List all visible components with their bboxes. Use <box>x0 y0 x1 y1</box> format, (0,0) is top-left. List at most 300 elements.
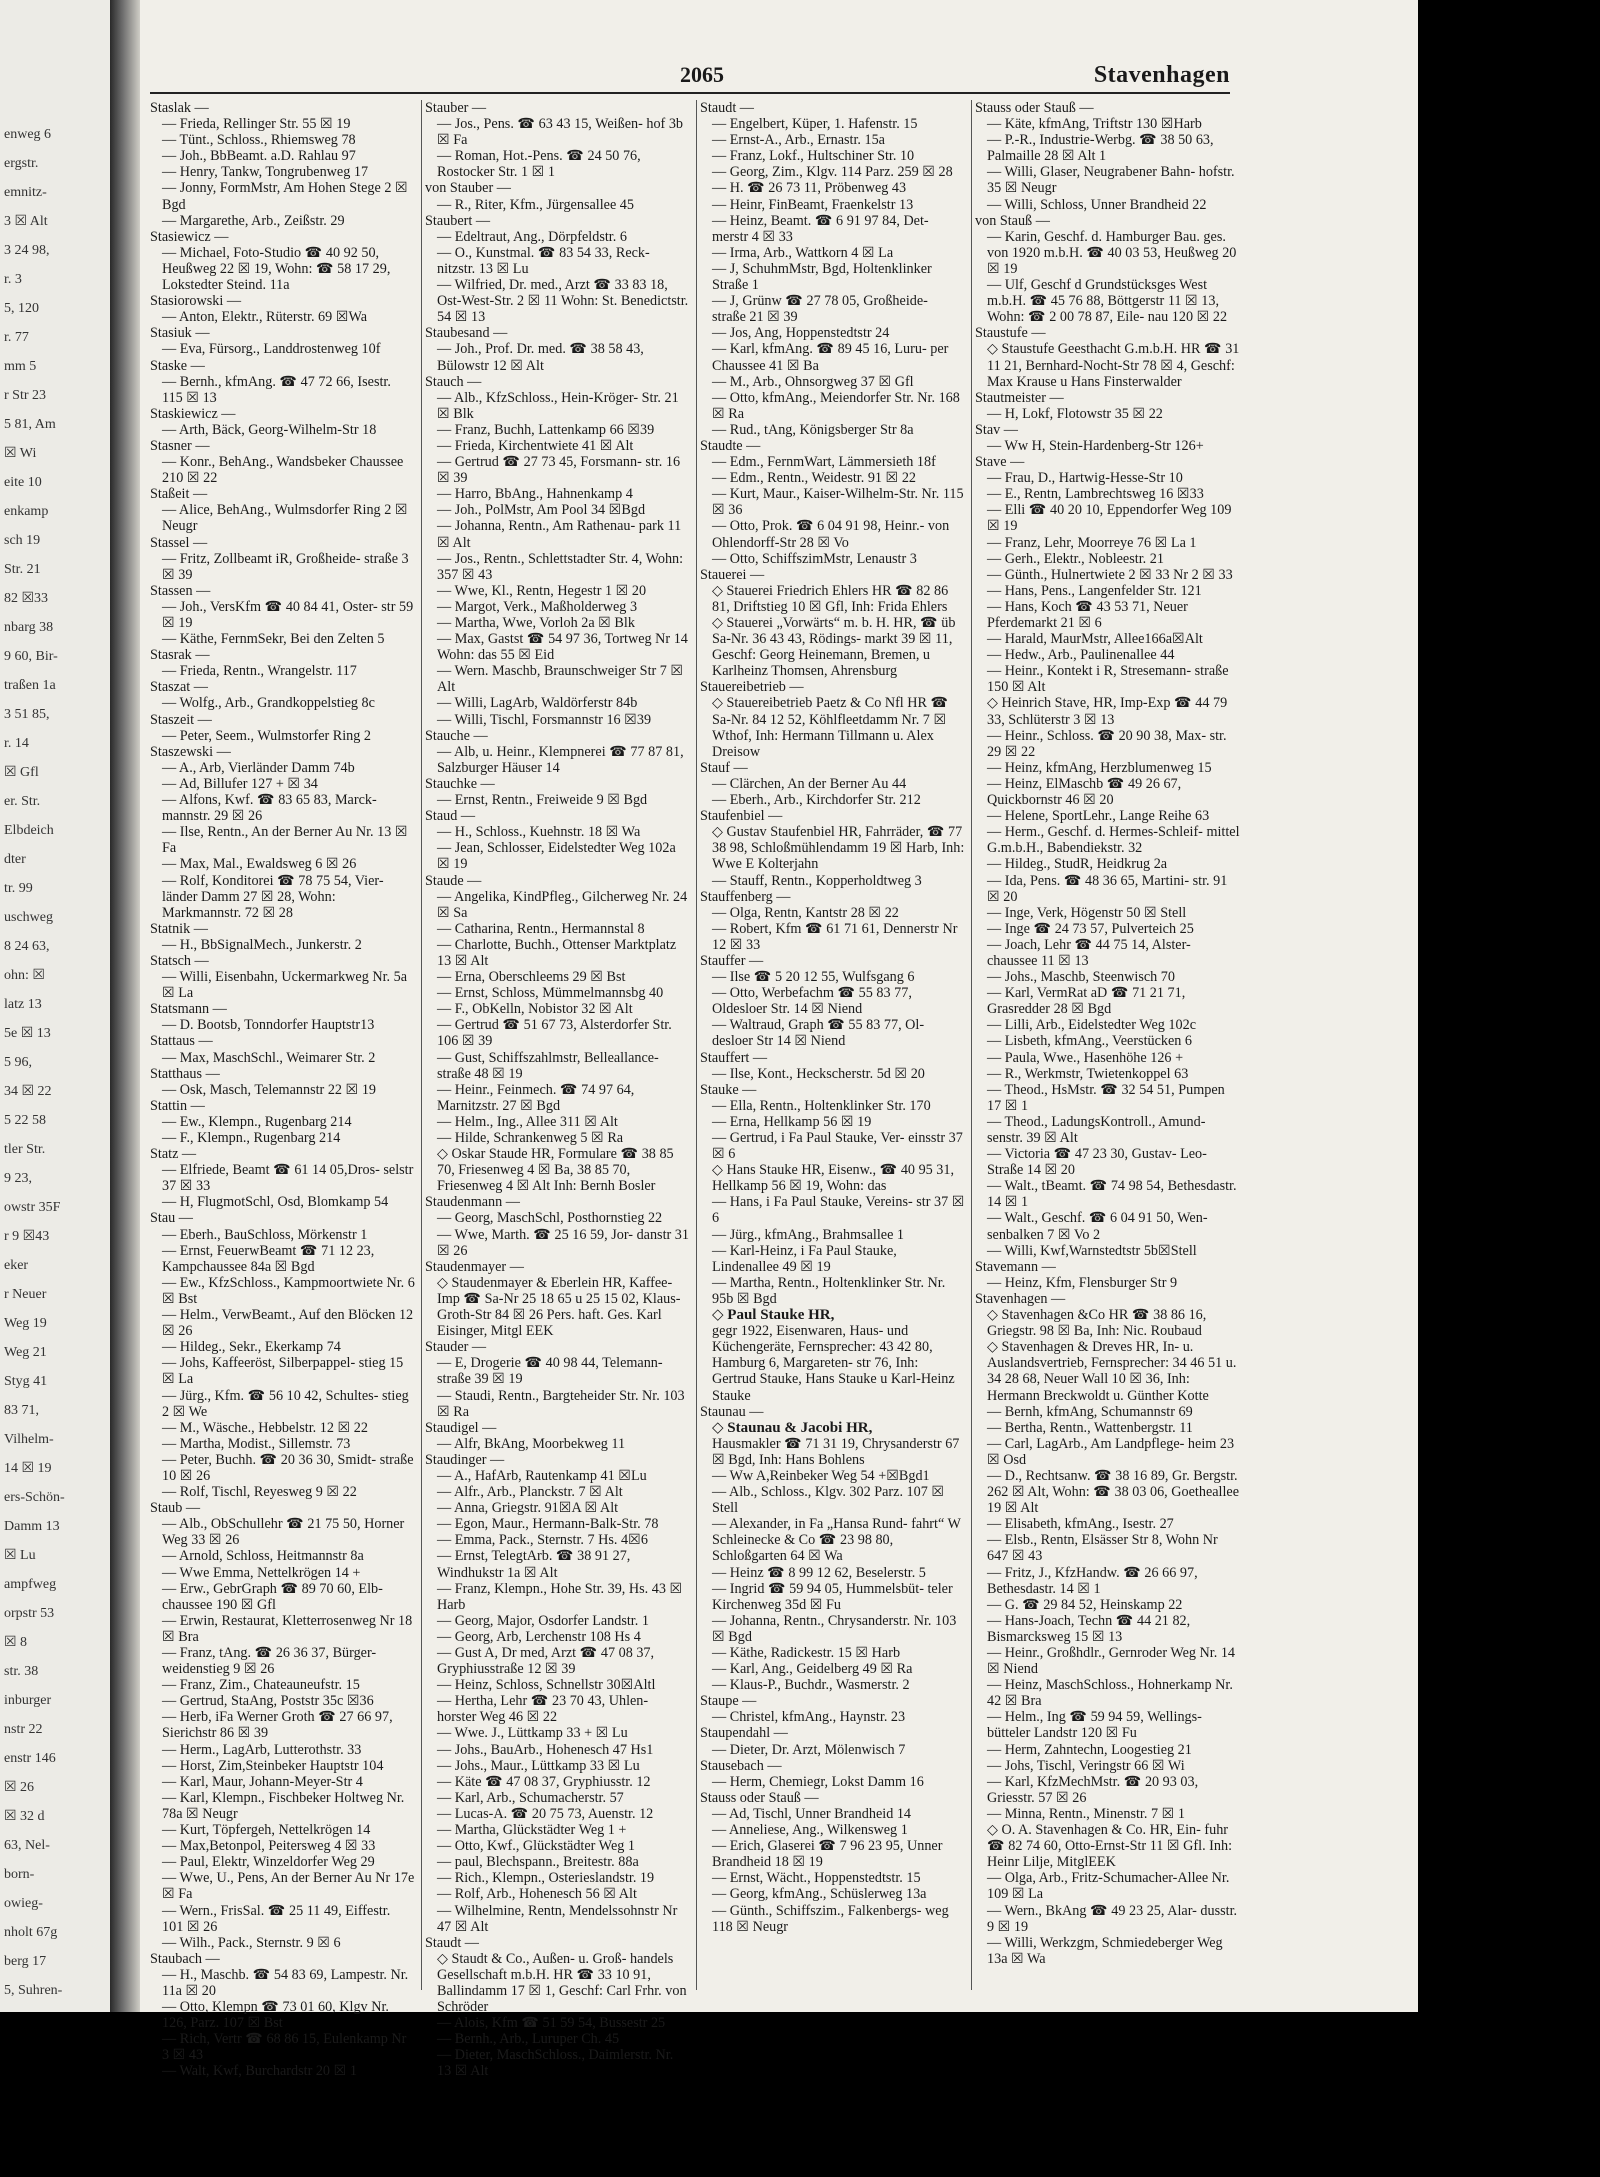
directory-entry: — Engelbert, Küper, 1. Hafenstr. 15 <box>712 116 918 133</box>
surname-heading: Stattin — <box>150 1097 205 1114</box>
column-divider <box>971 100 972 1990</box>
surname-heading: Stauber — <box>425 100 487 116</box>
directory-entry: — Max, Mal., Ewaldsweg 6 ☒ 26 <box>162 856 357 873</box>
directory-entry: — Alexander, in Fa „Hansa Rund- fahrt“ W Schleinecke & Co ☎ 23 98 80, Schloßgarten 64 ☒ Wa <box>712 1516 965 1565</box>
directory-entry: — Johs., Maur., Lüttkamp 33 ☒ Lu <box>437 1757 640 1774</box>
surname-heading: Stauss oder Stauß — <box>700 1789 819 1806</box>
facing-page-text: nbarg 38 <box>4 620 54 635</box>
directory-entry: — Ulf, Geschf d Grundstücksges West m.b.H. ☎ 45 76 88, Böttgerstr 11 ☒ 13, Wohn: ☎ 2 00 78 87, Eile- nau 120 ☒ 22 <box>987 277 1228 326</box>
facing-page-text: enweg 6 <box>4 127 52 142</box>
facing-page-text: r 9 ☒43 <box>4 1229 50 1244</box>
directory-entry: — Käte, kfmAng, Triftstr 130 ☒Harb <box>987 116 1202 133</box>
directory-entry: — Walt, Kwf, Burchardstr 20 ☒ 1 <box>162 2063 357 2080</box>
facing-page-text: sch 19 <box>4 533 41 548</box>
facing-page-text: r. 14 <box>4 736 29 751</box>
directory-entry: — Ilse, Rentn., An der Berner Au Nr. 13 ☒ Fa <box>162 824 412 857</box>
directory-entry: — Ew., Klempn., Rugenbarg 214 <box>162 1113 352 1130</box>
facing-page-text: str. 38 <box>4 1664 39 1679</box>
directory-entry: — Joh., VersKfm ☎ 40 84 41, Oster- str 59 ☒ 19 <box>162 598 417 631</box>
directory-entry: — Helm., Ing ☎ 59 94 59, Wellings- bütteler Landstr 120 ☒ Fu <box>987 1709 1206 1742</box>
directory-entry: — Franz, tAng. ☎ 26 36 37, Bürger- weidenstieg 9 ☒ 26 <box>162 1645 380 1678</box>
surname-heading: Stassen — <box>150 582 211 599</box>
directory-entry: — Karl, Arb., Schumacherstr. 57 <box>437 1789 624 1806</box>
directory-entry: — E, Drogerie ☎ 40 98 44, Telemann- straße 39 ☒ 19 <box>437 1355 667 1388</box>
directory-entry: — Herb, iFa Werner Groth ☎ 27 66 97, Sierichstr 86 ☒ 39 <box>162 1709 397 1742</box>
facing-page-text: ohn: ☒ <box>4 968 45 983</box>
directory-entry: ◇ Stavenhagen &Co HR ☎ 38 86 16, Griegstr. 98 ☒ Ba, Inh: Nic. Roubaud <box>987 1307 1210 1340</box>
directory-entry: — Ilse ☎ 5 20 12 55, Wulfsgang 6 <box>712 969 915 986</box>
directory-entry: — Frieda, Rentn., Wrangelstr. 117 <box>162 663 357 680</box>
directory-entry: — Wwe, U., Pens, An der Berner Au Nr 17e ☒ Fa <box>162 1870 418 1903</box>
surname-heading: Staslak — <box>150 100 209 116</box>
directory-entry: — Willi, Tischl, Forsmannstr 16 ☒39 <box>437 711 652 728</box>
directory-entry: — O., Kunstmal. ☎ 83 54 33, Reck- nitzstr. 13 ☒ Lu <box>437 244 654 277</box>
directory-entry: — Dieter, MaschSchloss., Daimlerstr. Nr. 13 ☒ Alt <box>437 2047 677 2080</box>
facing-page-text: orpstr 53 <box>4 1606 55 1621</box>
directory-entry: — Gust A, Dr med, Arzt ☎ 47 08 37, Gryphiusstraße 12 ☒ 39 <box>437 1645 658 1678</box>
directory-entry: — Jürg., Kfm. ☎ 56 10 42, Schultes- stieg 2 ☒ We <box>162 1387 413 1420</box>
directory-entry: — Ernst, Wächt., Hoppenstedtstr. 15 <box>712 1870 921 1887</box>
directory-entry: — Willi, Kwf,Warnstedtstr 5b☒Stell <box>987 1242 1197 1259</box>
directory-entry: — Johanna, Rentn., Chrysanderstr. Nr. 103 ☒ Bgd <box>712 1612 960 1645</box>
directory-entry: — Roman, Hot.-Pens. ☎ 24 50 76, Rostocker Str. 1 ☒ 1 <box>437 148 645 181</box>
directory-entry: — Karl, Maur, Johann-Meyer-Str 4 <box>162 1773 363 1790</box>
directory-entry: — P.-R., Industrie-Werbg. ☎ 38 50 63, Palmaille 28 ☒ Alt 1 <box>987 132 1218 165</box>
directory-entry: — Heinr., Schloss. ☎ 20 90 38, Max- str. 29 ☒ 22 <box>987 727 1231 760</box>
page-number: 2065 <box>680 62 724 87</box>
directory-entry: — Gerh., Elektr., Nobleestr. 21 <box>987 550 1164 567</box>
directory-entry: — Arth, Bäck, Georg-Wilhelm-Str 18 <box>162 421 377 438</box>
surname-heading: Staubert — <box>425 212 491 229</box>
facing-page-text: Styg 41 <box>4 1374 48 1389</box>
directory-entry: — Hildeg., Sekr., Ekerkamp 74 <box>162 1339 341 1356</box>
facing-page-text: Elbdeich <box>4 823 54 838</box>
directory-entry: — Walt., tBeamt. ☎ 74 98 54, Bethesdastr. 14 ☒ 1 <box>987 1178 1241 1211</box>
directory-entry: — Käte ☎ 47 08 37, Gryphiusstr. 12 <box>437 1773 651 1790</box>
directory-entry: ◇ Stauerei „Vorwärts“ m. b. H. HR, ☎ üb Sa-Nr. 36 43 43, Rödings- markt 39 ☒ 11, Geschf: Georg Heinemann, Bremen, u Karlheinz Thomsen, Ahrensburg <box>712 615 960 680</box>
surname-heading: Staßeit — <box>150 486 208 503</box>
directory-entry: — Karl, Klempn., Fischbeker Holtweg Nr. 78a ☒ Neugr <box>162 1789 408 1822</box>
directory-entry: ◇ Stavenhagen & Dreves HR, In- u. Auslandsvertrieb, Fernsprecher: 34 46 51 u. 34 28 68, Neuer Wall 10 ☒ 36, Inh: Hermann Breckwoldt u. Günther Kotte <box>987 1339 1240 1404</box>
directory-entry: — R., Werkmstr, Twietenkoppel 63 <box>987 1065 1189 1082</box>
directory-entry: — Wwe Emma, Nettelkrögen 14 + <box>162 1564 361 1581</box>
directory-entry: — Rolf, Arb., Hohenesch 56 ☒ Alt <box>437 1886 637 1903</box>
directory-entry: — Arnold, Schloss, Heitmannstr 8a <box>162 1548 364 1565</box>
facing-page-text: eite 10 <box>4 475 42 490</box>
facing-page-text: 14 ☒ 19 <box>4 1461 52 1476</box>
directory-entry: — Ingrid ☎ 59 94 05, Hummelsbüt- teler Kirchenweg 35d ☒ Fu <box>712 1580 957 1613</box>
facing-page-text: ☒ Gfl <box>4 765 39 780</box>
directory-entry: — Jean, Schlosser, Eidelstedter Weg 102a ☒ 19 <box>437 840 680 873</box>
directory-entry: — Heinz, Schloss, Schnellstr 30☒Altl <box>437 1677 656 1694</box>
surname-heading: Stauss oder Stauß — <box>975 100 1094 116</box>
directory-entry: — H, Lokf, Flotowstr 35 ☒ 22 <box>987 405 1163 422</box>
directory-entry: — Herm., Geschf. d. Hermes-Schleif- mittel G.m.b.H., Babendiekstr. 32 <box>987 824 1244 857</box>
facing-page-text: owstr 35F <box>4 1200 61 1215</box>
facing-page-text: berg 17 <box>4 1954 47 1969</box>
directory-entry: — Rich., Klempn., Osterieslandstr. 19 <box>437 1870 655 1887</box>
directory-entry: — Karl, kfmAng. ☎ 89 45 16, Luru- per Chaussee 41 ☒ Ba <box>712 341 952 374</box>
directory-entry: — Wilhelmine, Rentn, Mendelssohnstr Nr 47 ☒ Alt <box>437 1902 681 1935</box>
facing-page-text: Weg 21 <box>4 1345 47 1360</box>
surname-heading: Stasner — <box>150 437 210 454</box>
surname-heading: Statthaus — <box>150 1065 220 1082</box>
surname-heading: Stav — <box>975 421 1018 438</box>
directory-entry: — Karin, Geschf. d. Hamburger Bau. ges. von 1920 m.b.H. ☎ 40 03 53, Heußweg 20 ☒ 19 <box>987 228 1240 277</box>
surname-heading: Stavemann — <box>975 1258 1056 1275</box>
directory-entry: — J, Grünw ☎ 27 78 05, Großheide- straße 21 ☒ 39 <box>712 293 932 326</box>
directory-entry: — Bernh., Arb., Luruper Ch. 45 <box>437 2031 620 2048</box>
directory-entry: — Helm., VerwBeamt., Auf den Blöcken 12 ☒ 26 <box>162 1307 417 1340</box>
facing-page-text: ampfweg <box>4 1577 57 1592</box>
directory-entry: — F., Klempn., Rugenbarg 214 <box>162 1130 341 1146</box>
directory-entry: — Georg, Zim., Klgv. 114 Parz. 259 ☒ 28 <box>712 164 953 181</box>
column-3 <box>700 100 968 1990</box>
facing-page-text: enkamp <box>4 504 49 519</box>
facing-page-text: 5, 120 <box>4 301 39 316</box>
directory-entry: — H., Maschb. ☎ 54 83 69, Lampestr. Nr. 11a ☒ 20 <box>162 1966 412 1999</box>
facing-page-text: ergstr. <box>4 156 39 171</box>
directory-entry: — Hans, Koch ☎ 43 53 71, Neuer Pferdemarkt 21 ☒ 6 <box>987 598 1192 631</box>
directory-entry: — Heinz ☎ 8 99 12 62, Beselerstr. 5 <box>712 1564 926 1581</box>
directory-entry: — Georg, kfmAng., Schüslerweg 13a <box>712 1886 927 1903</box>
directory-entry: — R., Riter, Kfm., Jürgensallee 45 <box>437 196 634 213</box>
directory-entry: — Otto, SchiffszimMstr, Lenaustr 3 <box>712 550 917 567</box>
directory-entry: — Alb., ObSchullehr ☎ 21 75 50, Horner Weg 33 ☒ 26 <box>162 1516 408 1549</box>
surname-heading: Statsmann — <box>150 1001 227 1018</box>
directory-entry: ◇ Paul Stauke HR, <box>712 1307 835 1324</box>
directory-entry: — Inge, Verk, Högenstr 50 ☒ Stell <box>987 904 1187 921</box>
directory-entry: ◇ Staudenmayer & Eberlein HR, Kaffee-Imp ☎ Sa-Nr 25 18 65 u 25 15 02, Klaus-Groth-Str 84 ☒ 26 Pers. haft. Ges. Karl Eisinger, Mitgl EEK <box>437 1274 681 1340</box>
surname-heading: Staske — <box>150 357 205 374</box>
directory-entry: — Hans, i Fa Paul Stauke, Vereins- str 37 ☒ 6 <box>712 1194 968 1227</box>
directory-entry: — Georg, Major, Osdorfer Landstr. 1 <box>437 1612 649 1629</box>
facing-page-text: ☒ 26 <box>4 1780 35 1795</box>
directory-entry: — Willi, LagArb, Waldörferstr 84b <box>437 695 638 712</box>
directory-entry: — Wilfried, Dr. med., Arzt ☎ 33 83 18, Ost-West-Str. 2 ☒ 11 Wohn: St. Benedictstr. 54 ☒ 13 <box>437 277 692 326</box>
directory-entry: — Waltraud, Graph ☎ 55 83 77, Ol- desloer Str 14 ☒ Niend <box>712 1017 928 1050</box>
directory-entry: — Wwe, Marth. ☎ 25 16 59, Jor- danstr 31 ☒ 26 <box>437 1226 693 1259</box>
directory-entry: — Willi, Glaser, Neugrabener Bahn- hofstr. 35 ☒ Neugr <box>987 164 1239 197</box>
facing-page-text: Damm 13 <box>4 1519 60 1534</box>
directory-entry: — Heinz, kfmAng, Herzblumenweg 15 <box>987 759 1212 776</box>
directory-entry: — Alfons, Kwf. ☎ 83 65 83, Marck- mannstr. 29 ☒ 26 <box>162 792 381 825</box>
surname-heading: Staubesand — <box>425 325 508 342</box>
surname-heading: Staudt — <box>700 100 754 116</box>
directory-entry: — Lisbeth, kfmAng., Veerstücken 6 <box>987 1033 1193 1050</box>
directory-entry: — A., Arb, Vierländer Damm 74b <box>162 759 355 776</box>
directory-entry: — Dieter, Dr. Arzt, Mölenwisch 7 <box>712 1741 906 1758</box>
directory-entry: — Staudi, Rentn., Bargteheider Str. Nr. 103 ☒ Ra <box>437 1387 689 1420</box>
facing-page-text: 3 51 85, <box>4 707 50 722</box>
directory-entry: — Ad, Tischl, Unner Brandheid 14 <box>712 1805 912 1822</box>
surname-heading: Staskiewicz — <box>150 405 236 422</box>
surname-heading: Stauch — <box>425 373 482 390</box>
directory-entry: — Tünt., Schloss., Rhiemsweg 78 <box>162 132 356 149</box>
directory-entry: — Lilli, Arb., Eidelstedter Weg 102c <box>987 1017 1197 1034</box>
directory-entry: — A., HafArb, Rautenkamp 41 ☒Lu <box>437 1467 647 1484</box>
directory-entry: — Käthe, Radickestr. 15 ☒ Harb <box>712 1645 901 1661</box>
directory-entry: — Horst, Zim,Steinbeker Hauptstr 104 <box>162 1757 384 1774</box>
surname-heading: Stauf — <box>700 759 748 776</box>
directory-entry: — Gertrud ☎ 51 67 73, Alsterdorfer Str. 106 ☒ 39 <box>437 1017 676 1050</box>
surname-heading: Staufenbiel — <box>700 808 783 825</box>
directory-entry: Hausmakler ☎ 71 31 19, Chrysanderstr 67 ☒ Bgd, Inh: Hans Bohlens <box>712 1435 963 1468</box>
directory-entry: — Alfr., Arb., Planckstr. 7 ☒ Alt <box>437 1484 623 1501</box>
facing-page-text: 82 ☒33 <box>4 591 49 606</box>
directory-entry: ◇ Gustav Staufenbiel HR, Fahrräder, ☎ 77 38 98, Schloßmühlendamm 19 ☒ Harb, Inh: Wwe E Kolterjahn <box>712 824 968 873</box>
surname-heading: Staupendahl — <box>700 1725 788 1742</box>
directory-entry: — Elfriede, Beamt ☎ 61 14 05,Dros- selstr 37 ☒ 33 <box>162 1162 417 1195</box>
facing-page-text: 3 24 98, <box>4 243 50 258</box>
directory-entry: — H, FlugmotSchl, Osd, Blomkamp 54 <box>162 1194 389 1211</box>
facing-page-text: Str. 21 <box>4 562 41 577</box>
facing-page-text: ☒ 8 <box>4 1635 28 1650</box>
directory-entry: — G. ☎ 29 84 52, Heinskamp 22 <box>987 1596 1183 1613</box>
directory-entry: — Otto, Prok. ☎ 6 04 91 98, Heinr.- von Ohlendorff-Str 28 ☒ Vo <box>712 518 953 551</box>
surname-heading: Staudenmann — <box>425 1194 520 1211</box>
directory-entry: — Erich, Glaserei ☎ 7 96 23 95, Unner Brandheid 18 ☒ 19 <box>712 1838 946 1871</box>
surname-heading: Stasiuk — <box>150 325 210 342</box>
directory-entry: — Fritz, Zollbeamt iR, Großheide- straße 3 ☒ 39 <box>162 550 413 583</box>
directory-entry: — Franz, Lokf., Hultschiner Str. 10 <box>712 148 915 165</box>
facing-page-text: 9 60, Bir- <box>4 649 58 664</box>
directory-entry: — Elli ☎ 40 20 10, Eppendorfer Weg 109 ☒ 19 <box>987 502 1235 535</box>
facing-page-text: owieg- <box>4 1896 43 1911</box>
column-divider <box>421 100 422 1990</box>
directory-entry: — Inge ☎ 24 73 57, Pulverteich 25 <box>987 920 1194 937</box>
directory-entry: — Joh., BbBeamt. a.D. Rahlau 97 <box>162 148 356 165</box>
directory-entry: — Anneliese, Ang., Wilkensweg 1 <box>712 1822 908 1839</box>
facing-page-text: nstr 22 <box>4 1722 43 1737</box>
directory-entry: — Lucas-A. ☎ 20 75 73, Auenstr. 12 <box>437 1805 654 1822</box>
surname-heading: Stavenhagen — <box>975 1290 1066 1307</box>
surname-heading: Staszeit — <box>150 711 212 728</box>
directory-entry: — Minna, Rentn., Minenstr. 7 ☒ 1 <box>987 1805 1185 1822</box>
directory-entry: — Wern., FrisSal. ☎ 25 11 49, Eiffestr. 101 ☒ 26 <box>162 1902 394 1935</box>
directory-entry: — Georg, Arb, Lerchenstr 108 Hs 4 <box>437 1628 641 1645</box>
facing-page-text: r Str 23 <box>4 388 46 403</box>
surname-heading: Stasiorowski — <box>150 293 242 310</box>
directory-entry: — Erwin, Restaurat, Kletterrosenweg Nr 18 ☒ Bra <box>162 1612 416 1645</box>
directory-entry: — Joh., PolMstr, Am Pool 34 ☒Bgd <box>437 502 646 519</box>
surname-heading: von Stauß — <box>975 212 1050 229</box>
directory-entry: — F., ObKelln, Nobistor 32 ☒ Alt <box>437 1001 633 1018</box>
directory-entry: — Alfr, BkAng, Moorbekweg 11 <box>437 1435 626 1452</box>
directory-entry: — Osk, Masch, Telemannstr 22 ☒ 19 <box>162 1081 377 1098</box>
surname-heading: Statz — <box>150 1146 197 1163</box>
surname-heading: Stauche — <box>425 727 488 744</box>
directory-entry: — Ernst, FeuerwBeamt ☎ 71 12 23, Kampchaussee 84a ☒ Bgd <box>162 1242 378 1275</box>
directory-entry: — Anna, Griegstr. 91☒A ☒ Alt <box>437 1500 619 1517</box>
directory-entry: — Margot, Verk., Maßholderweg 3 <box>437 598 638 615</box>
directory-entry: — Wern. Maschb, Braunschweiger Str 7 ☒ Alt <box>437 663 686 696</box>
surname-heading: von Stauber — <box>425 180 511 197</box>
directory-entry: — Ella, Rentn., Holtenklinker Str. 170 <box>712 1097 931 1114</box>
directory-entry: — Jürg., kfmAng., Brahmsallee 1 <box>712 1226 905 1243</box>
facing-page-text: 5e ☒ 13 <box>4 1026 51 1041</box>
directory-entry: — Johs, Tischl, Veringstr 66 ☒ Wi <box>987 1757 1185 1774</box>
surname-heading: Stausebach — <box>700 1757 782 1774</box>
directory-entry: — Karl, VermRat aD ☎ 71 21 71, Grasredder 28 ☒ Bgd <box>987 985 1189 1018</box>
directory-entry: — Johs., Maschb, Steenwisch 70 <box>987 969 1175 986</box>
directory-entry: — Elisabeth, kfmAng., Isestr. 27 <box>987 1516 1174 1533</box>
directory-entry: — Max, Gastst ☎ 54 97 36, Tortweg Nr 14 Wohn: das 55 ☒ Eid <box>437 631 692 664</box>
directory-entry: — Max,Betonpol, Peitersweg 4 ☒ 33 <box>162 1838 376 1855</box>
header-rule <box>150 92 1230 94</box>
page-header <box>150 62 1230 92</box>
directory-entry: — Edm., FernmWart, Lämmersieth 18f <box>712 454 936 471</box>
surname-heading: Stauke — <box>700 1081 757 1098</box>
directory-entry: — Clärchen, An der Berner Au 44 <box>712 775 907 792</box>
directory-entry: — Franz, Lehr, Moorreye 76 ☒ La 1 <box>987 534 1197 551</box>
surname-heading: Stauffenberg — <box>700 888 791 905</box>
directory-entry: — Theod., HsMstr. ☎ 32 54 51, Pumpen 17 ☒ 1 <box>987 1081 1229 1114</box>
directory-entry: — H. ☎ 26 73 11, Pröbenweg 43 <box>712 180 907 197</box>
directory-entry: — Heinr., Kontekt i R, Stresemann- straße 150 ☒ Alt <box>987 663 1233 696</box>
directory-entry: — Wilh., Pack., Sternstr. 9 ☒ 6 <box>162 1934 341 1951</box>
facing-page-text: 83 71, <box>4 1403 39 1418</box>
directory-entry: — Günth., Hulnertwiete 2 ☒ 33 Nr 2 ☒ 33 <box>987 566 1233 583</box>
directory-entry: — Hans-Joach, Techn ☎ 44 21 82, Bismarcksweg 15 ☒ 13 <box>987 1612 1194 1645</box>
directory-entry: — Otto, Klempn ☎ 73 01 60, Klgv Nr. 126, Parz. 107 ☒ Bst <box>162 1999 393 2032</box>
surname-heading: Stautmeister — <box>975 389 1064 406</box>
surname-heading: Staszewski — <box>150 743 231 760</box>
directory-entry: — Martha, Wwe, Vorloh 2a ☒ Blk <box>437 615 635 631</box>
directory-entry: — Michael, Foto-Studio ☎ 40 92 50, Heußweg 22 ☒ 19, Wohn: ☎ 58 17 29, Lokstedter Steind. 11a <box>162 244 394 294</box>
directory-entry: — Gertrud, StaAng, Poststr 35c ☒36 <box>162 1693 374 1710</box>
directory-entry: — Robert, Kfm ☎ 61 71 61, Dennerstr Nr 12 ☒ 33 <box>712 920 961 953</box>
column-4 <box>975 100 1244 1990</box>
facing-page-text: emnitz- <box>4 185 47 200</box>
directory-entry: — Victoria ☎ 47 23 30, Gustav- Leo-Straße 14 ☒ 20 <box>987 1146 1207 1179</box>
directory-entry: gegr 1922, Eisenwaren, Haus- und Küchengeräte, Fernsprecher: 43 42 80, Hamburg 6, Margareten- str 76, Inh: Gertrud Stauke, Hans Stauke u Karl-Heinz Stauke <box>712 1323 959 1404</box>
surname-heading: Staubach — <box>150 1950 220 1967</box>
surname-heading: Staud — <box>425 808 476 825</box>
column-2 <box>425 100 693 2080</box>
directory-entry: — Kurt, Töpfergeh, Nettelkrögen 14 <box>162 1822 371 1839</box>
directory-entry: ◇ Hans Stauke HR, Eisenw., ☎ 40 95 31, Hellkamp 56 ☒ 19, Wohn: das <box>712 1162 958 1195</box>
directory-entry: — Jos., Rentn., Schlettstadter Str. 4, Wohn: 357 ☒ 43 <box>437 550 687 583</box>
directory-entry: — Otto, kfmAng., Meiendorfer Str. Nr. 168 ☒ Ra <box>712 389 964 422</box>
directory-entry: — H., BbSignalMech., Junkerstr. 2 <box>162 936 362 953</box>
directory-entry: — Erna, Oberschleems 29 ☒ Bst <box>437 969 626 986</box>
directory-entry: — Käthe, FernmSekr, Bei den Zelten 5 <box>162 631 385 648</box>
surname-heading: Stauchke — <box>425 775 495 792</box>
facing-page-text: Weg 19 <box>4 1316 47 1331</box>
directory-entry: — Frau, D., Hartwig-Hesse-Str 10 <box>987 470 1183 487</box>
facing-page-text: r Neuer <box>4 1287 47 1302</box>
facing-page-text: uschweg <box>4 910 53 925</box>
column-1 <box>150 100 419 2080</box>
directory-entry: — Peter, Seem., Wulmstorfer Ring 2 <box>162 727 372 744</box>
directory-entry: — Johanna, Rentn., Am Rathenau- park 11 ☒ Alt <box>437 518 685 551</box>
facing-page-text: ers-Schön- <box>4 1490 65 1505</box>
directory-entry: — Gust, Schiffszahlmstr, Belleallance- straße 48 ☒ 19 <box>437 1049 663 1082</box>
directory-entry: — Harro, BbAng., Hahnenkamp 4 <box>437 486 633 503</box>
directory-entry: — Rud., tAng, Königsberger Str 8a <box>712 421 914 438</box>
directory-entry: — Ad, Billufer 127 + ☒ 34 <box>162 775 318 792</box>
directory-entry: — Rolf, Konditorei ☎ 78 75 54, Vier- länder Damm 27 ☒ 28, Wohn: Markmannstr. 72 ☒ 28 <box>162 872 388 921</box>
facing-page-text: r. 3 <box>4 272 22 287</box>
surname-heading: Statsch — <box>150 952 209 969</box>
directory-entry: — Kurt, Maur., Kaiser-Wilhelm-Str. Nr. 115 ☒ 36 <box>712 486 968 519</box>
directory-entry: — Hildeg., StudR, Heidkrug 2a <box>987 856 1168 873</box>
directory-entry: — M., Wäsche., Hebbelstr. 12 ☒ 22 <box>162 1419 368 1436</box>
directory-entry: — Stauff, Rentn., Kopperholdtweg 3 <box>712 872 922 889</box>
directory-entry: — Wolfg., Arb., Grandkoppelstieg 8c <box>162 695 375 712</box>
directory-entry: — Herm., LagArb, Lutterothstr. 33 <box>162 1741 362 1758</box>
facing-page-text: traßen 1a <box>4 678 56 693</box>
directory-entry: — Wwe, Kl., Rentn, Hegestr 1 ☒ 20 <box>437 582 647 599</box>
directory-entry: — Ernst-A., Arb., Ernastr. 15a <box>712 132 885 149</box>
directory-entry: — Heinz, Kfm, Flensburger Str 9 <box>987 1274 1178 1291</box>
directory-entry: — Erna, Hellkamp 56 ☒ 19 <box>712 1113 872 1130</box>
directory-entry: — Emma, Pack., Sternstr. 7 Hs. 4☒6 <box>437 1532 648 1549</box>
directory-entry: — Alice, BehAng., Wulmsdorfer Ring 2 ☒ Neugr <box>162 502 412 535</box>
directory-entry: — H., Schloss., Kuehnstr. 18 ☒ Wa <box>437 824 641 841</box>
directory-entry: — Theod., LadungsKontroll., Amund- senstr. 39 ☒ Alt <box>987 1113 1209 1146</box>
directory-entry: — Wern., BkAng ☎ 49 23 25, Alar- dusstr. 9 ☒ 19 <box>987 1902 1241 1935</box>
directory-entry: — D., Rechtsanw. ☎ 38 16 89, Gr. Bergstr. 262 ☒ Alt, Wohn: ☎ 38 03 06, Goetheallee 19 ☒ Alt <box>987 1467 1243 1517</box>
directory-entry: — Paula, Wwe., Hasenhöhe 126 + <box>987 1049 1184 1066</box>
directory-entry: — Johs., BauArb., Hohenesch 47 Hs1 <box>437 1741 654 1758</box>
directory-entry: — Karl, Ang., Geidelberg 49 ☒ Ra <box>712 1661 913 1678</box>
surname-heading: Staub — <box>150 1500 201 1517</box>
directory-entry: ◇ Staustufe Geesthacht G.m.b.H. HR ☎ 31 11 21, Bernhard-Nocht-Str 78 ☒ 4, Geschf: Max Krause u Hans Finsterwalder <box>987 341 1243 390</box>
directory-entry: — Georg, MaschSchl, Posthornstieg 22 <box>437 1210 663 1227</box>
surname-heading: Stauerei — <box>700 566 765 583</box>
directory-entry: — Otto, Kwf., Glückstädter Weg 1 <box>437 1838 635 1855</box>
facing-page-text: ☒ 32 d <box>4 1809 45 1824</box>
surname-heading: Staudinger — <box>425 1451 505 1468</box>
directory-entry: — Ew., KfzSchloss., Kampmoortwiete Nr. 6 ☒ Bst <box>162 1274 419 1307</box>
directory-entry: — Eberh., BauSchloss, Mörkenstr 1 <box>162 1226 368 1243</box>
facing-page-text: 34 ☒ 22 <box>4 1084 52 1099</box>
directory-entry: — Bernh., kfmAng. ☎ 47 72 66, Isestr. 115 ☒ 13 <box>162 373 395 406</box>
surname-heading: Staudigel — <box>425 1419 497 1436</box>
directory-entry: — Eva, Fürsorg., Landdrostenweg 10f <box>162 341 381 358</box>
directory-entry: — Frieda, Rellinger Str. 55 ☒ 19 <box>162 116 351 133</box>
directory-entry: — Rich, Vertr ☎ 68 86 15, Eulenkamp Nr 3 ☒ 43 <box>162 2031 410 2064</box>
directory-entry: — Paul, Elektr, Winzeldorfer Weg 29 <box>162 1854 375 1871</box>
directory-entry: — Hans, Pens., Langenfelder Str. 121 <box>987 582 1202 599</box>
directory-entry: — Ernst, Rentn., Freiweide 9 ☒ Bgd <box>437 792 648 809</box>
directory-entry: — Ww H, Stein-Hardenberg-Str 126+ <box>987 437 1204 454</box>
facing-page-text: r. 77 <box>4 330 29 345</box>
surname-heading: Staszat — <box>150 679 208 696</box>
directory-entry: — Joach, Lehr ☎ 44 75 14, Alster- chaussee 11 ☒ 13 <box>987 936 1195 969</box>
directory-entry: — Harald, MaurMstr, Allee166a☒Alt <box>987 631 1203 648</box>
facing-page-text: 9 23, <box>4 1171 32 1186</box>
directory-entry: — Joh., Prof. Dr. med. ☎ 38 58 43, Bülowstr 12 ☒ Alt <box>437 341 648 374</box>
surname-heading: Stasiewicz — <box>150 228 229 245</box>
directory-entry: ◇ Staunau & Jacobi HR, <box>712 1419 873 1436</box>
surname-heading: Stauder — <box>425 1339 487 1356</box>
directory-entry: — Ernst, Schloss, Mümmelmannsbg 40 <box>437 985 664 1002</box>
directory-entry: — Franz, Klempn., Hohe Str. 39, Hs. 43 ☒ Harb <box>437 1580 686 1613</box>
facing-page-text: nholt 67g <box>4 1925 58 1940</box>
directory-entry: ◇ Staudt & Co., Außen- u. Groß- handels Gesellschaft m.b.H. HR ☎ 33 10 91, Ballindamm 17 ☒ 1, Geschf: Carl Frhr. von Schröder <box>437 1950 691 2016</box>
directory-entry: — Eberh., Arb., Kirchdorfer Str. 212 <box>712 792 921 809</box>
facing-page-text: latz 13 <box>4 997 42 1012</box>
directory-entry: — Herm, Zahntechn, Loogestieg 21 <box>987 1741 1192 1758</box>
directory-entry: — Henry, Tankw, Tongrubenweg 17 <box>162 164 369 181</box>
directory-entry: — Franz, Buchh, Lattenkamp 66 ☒39 <box>437 421 655 438</box>
running-head: Stavenhagen <box>1093 62 1230 88</box>
facing-page-text: mm 5 <box>4 359 37 374</box>
directory-entry: — paul, Blechspann., Breitestr. 88a <box>437 1854 639 1871</box>
